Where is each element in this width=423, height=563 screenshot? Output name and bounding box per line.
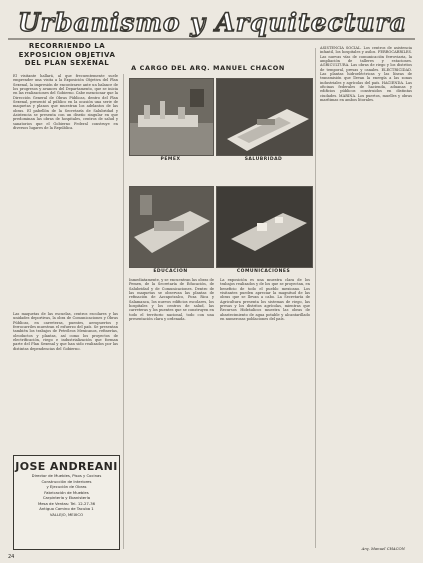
photo-educacion: [129, 186, 214, 268]
page-number: 24: [8, 554, 15, 560]
body-text: La exposición es una muestra clara de los trabajos realizados y de los que se proyectan, en beneficio de todo el pueblo mexicano. Los visitantes pueden apreciar la magnitud de las obras que se llevan a cabo. La Secretaría de Agricultura presenta los sistemas de riego, las presas y los distritos agrícolas, mientras que Recursos Hidráulicos muestra las obras de abastecimiento de agua potable y alcantarillado en numerosas poblaciones del país.: [220, 278, 312, 322]
body-text: ASISTENCIA SOCIAL. Los centros de asistencia infantil, los hospitales y asilos. FERROCARRILES. Las nuevas vías de comunicación ferroviaria, la ampliación de talleres y estaciones. AGRICULTURA. Las obras de riego y los distritos de temporal, presas y canales. ELECTRICIDAD. Las plantas hidroeléctricas y las líneas de transmisión que llevan la energía a las zonas industriales y agrícolas del país. HACIENDA. Las oficinas federales de hacienda, aduanas y edificios públicos construidos en distintas ciudades. MARINA. Los puertos, muelles y obras marítimas en ambos litorales.: [320, 46, 414, 103]
header-rule: [8, 38, 415, 40]
advertiser-name: JOSE ANDREANI: [15, 460, 118, 473]
ad-line: Antiguo Camino de Tacuba 1: [39, 506, 94, 511]
ad-line: y Ejecución de Obras: [46, 484, 87, 489]
caption-educacion: EDUCACION: [153, 269, 188, 274]
headline-line: RECORRIENDO LA: [28, 42, 106, 50]
advertisement-box: [13, 455, 120, 550]
ad-line: Construcción de Interiores: [41, 478, 92, 484]
ad-line: Fabricación de Muebles: [44, 489, 89, 495]
text-column-mid-left: [129, 278, 214, 548]
text-column-mid-right: [220, 278, 310, 546]
author-signature: Arq. Manuel CHACON: [361, 546, 405, 551]
photo-salubridad: [216, 78, 313, 156]
article-headline: [12, 42, 122, 68]
body-text: Las maquetas de las escuelas, centros escolares y las unidades deportivas, la obra de Comunicaciones y Obras Públicas, en carreteras, puentes, aeropuertos y ferrocarriles muestran el esfuerzo del país. Se presentan también los trabajos de Petróleos Mexicanos, refinerías, oleoductos y plantas, así como los proyectos de electrificación, riego e industrialización que forman parte del Plan Sexenal y que han sido realizados por las distintas dependencias del Gobierno.: [13, 312, 120, 351]
masthead-title: Urbanismo y Arquitectura: [18, 7, 407, 37]
photo-pemex: [129, 78, 214, 156]
headline-line: DEL PLAN SEXENAL: [24, 59, 110, 67]
masthead: [18, 8, 418, 36]
article-subhead: A CARGO DEL ARQ. MANUEL CHACON: [131, 64, 285, 72]
caption-comunicaciones: COMUNICACIONES: [236, 269, 291, 274]
headline-line: EXPOSICION OBJETIVA: [18, 50, 116, 59]
body-text: El visitante hallará, al que frecuentemente suele emprender una visita a la Exposición Objetiva del Plan Sexenal, la impresión de encontrarse ante un balance de los progresos y avances del Departamento, que se inicia en las realizaciones del Gobierno. Cabe mencionar que la Dirección General de Obras Públicas, dentro del Plan Sexenal, presentó al público en la ocasión una serie de maquetas y planos que muestran los adelantos de las obras. El pabellón de la Secretaría de Salubridad y Asistencia se presenta con un diseño singular en que predominan las obras de hospitales, centros de salud y sanatorios que el Gobierno Federal construye en diversos lugares de la República.: [13, 74, 120, 131]
text-column-left-bottom: [13, 312, 118, 450]
ad-line: Mesa de Ventas: Tel. 12-27-36: [37, 500, 96, 506]
text-column-right: [320, 46, 412, 544]
ad-line: Director de Muebles, Pisos y Cocinas: [31, 473, 102, 478]
column-rule: [123, 74, 124, 549]
caption-pemex: PEMEX: [160, 157, 181, 162]
ad-line: VALLEJO, MEXICO: [49, 511, 84, 517]
photo-comunicaciones: [216, 186, 313, 268]
column-rule: [315, 48, 316, 548]
ad-line: Carpintería y Ebanistería: [42, 495, 91, 500]
body-text: Inmediatamente, y se encuentran las obras de Pemex, de la Secretaría de Educación, de Salubridad y de Comunicaciones. Dentro de las maquetas se observan las plantas de refinación de Azcapotzalco, Poza Rica y Salamanca, los nuevos edificios escolares, los hospitales y los centros de salud, las carreteras y los puentes que se construyen en todo el territorio nacional, todo con una presentación clara y ordenada.: [129, 278, 216, 322]
text-column-left-top: [13, 74, 118, 310]
caption-salubridad: SALUBRIDAD: [244, 157, 283, 162]
